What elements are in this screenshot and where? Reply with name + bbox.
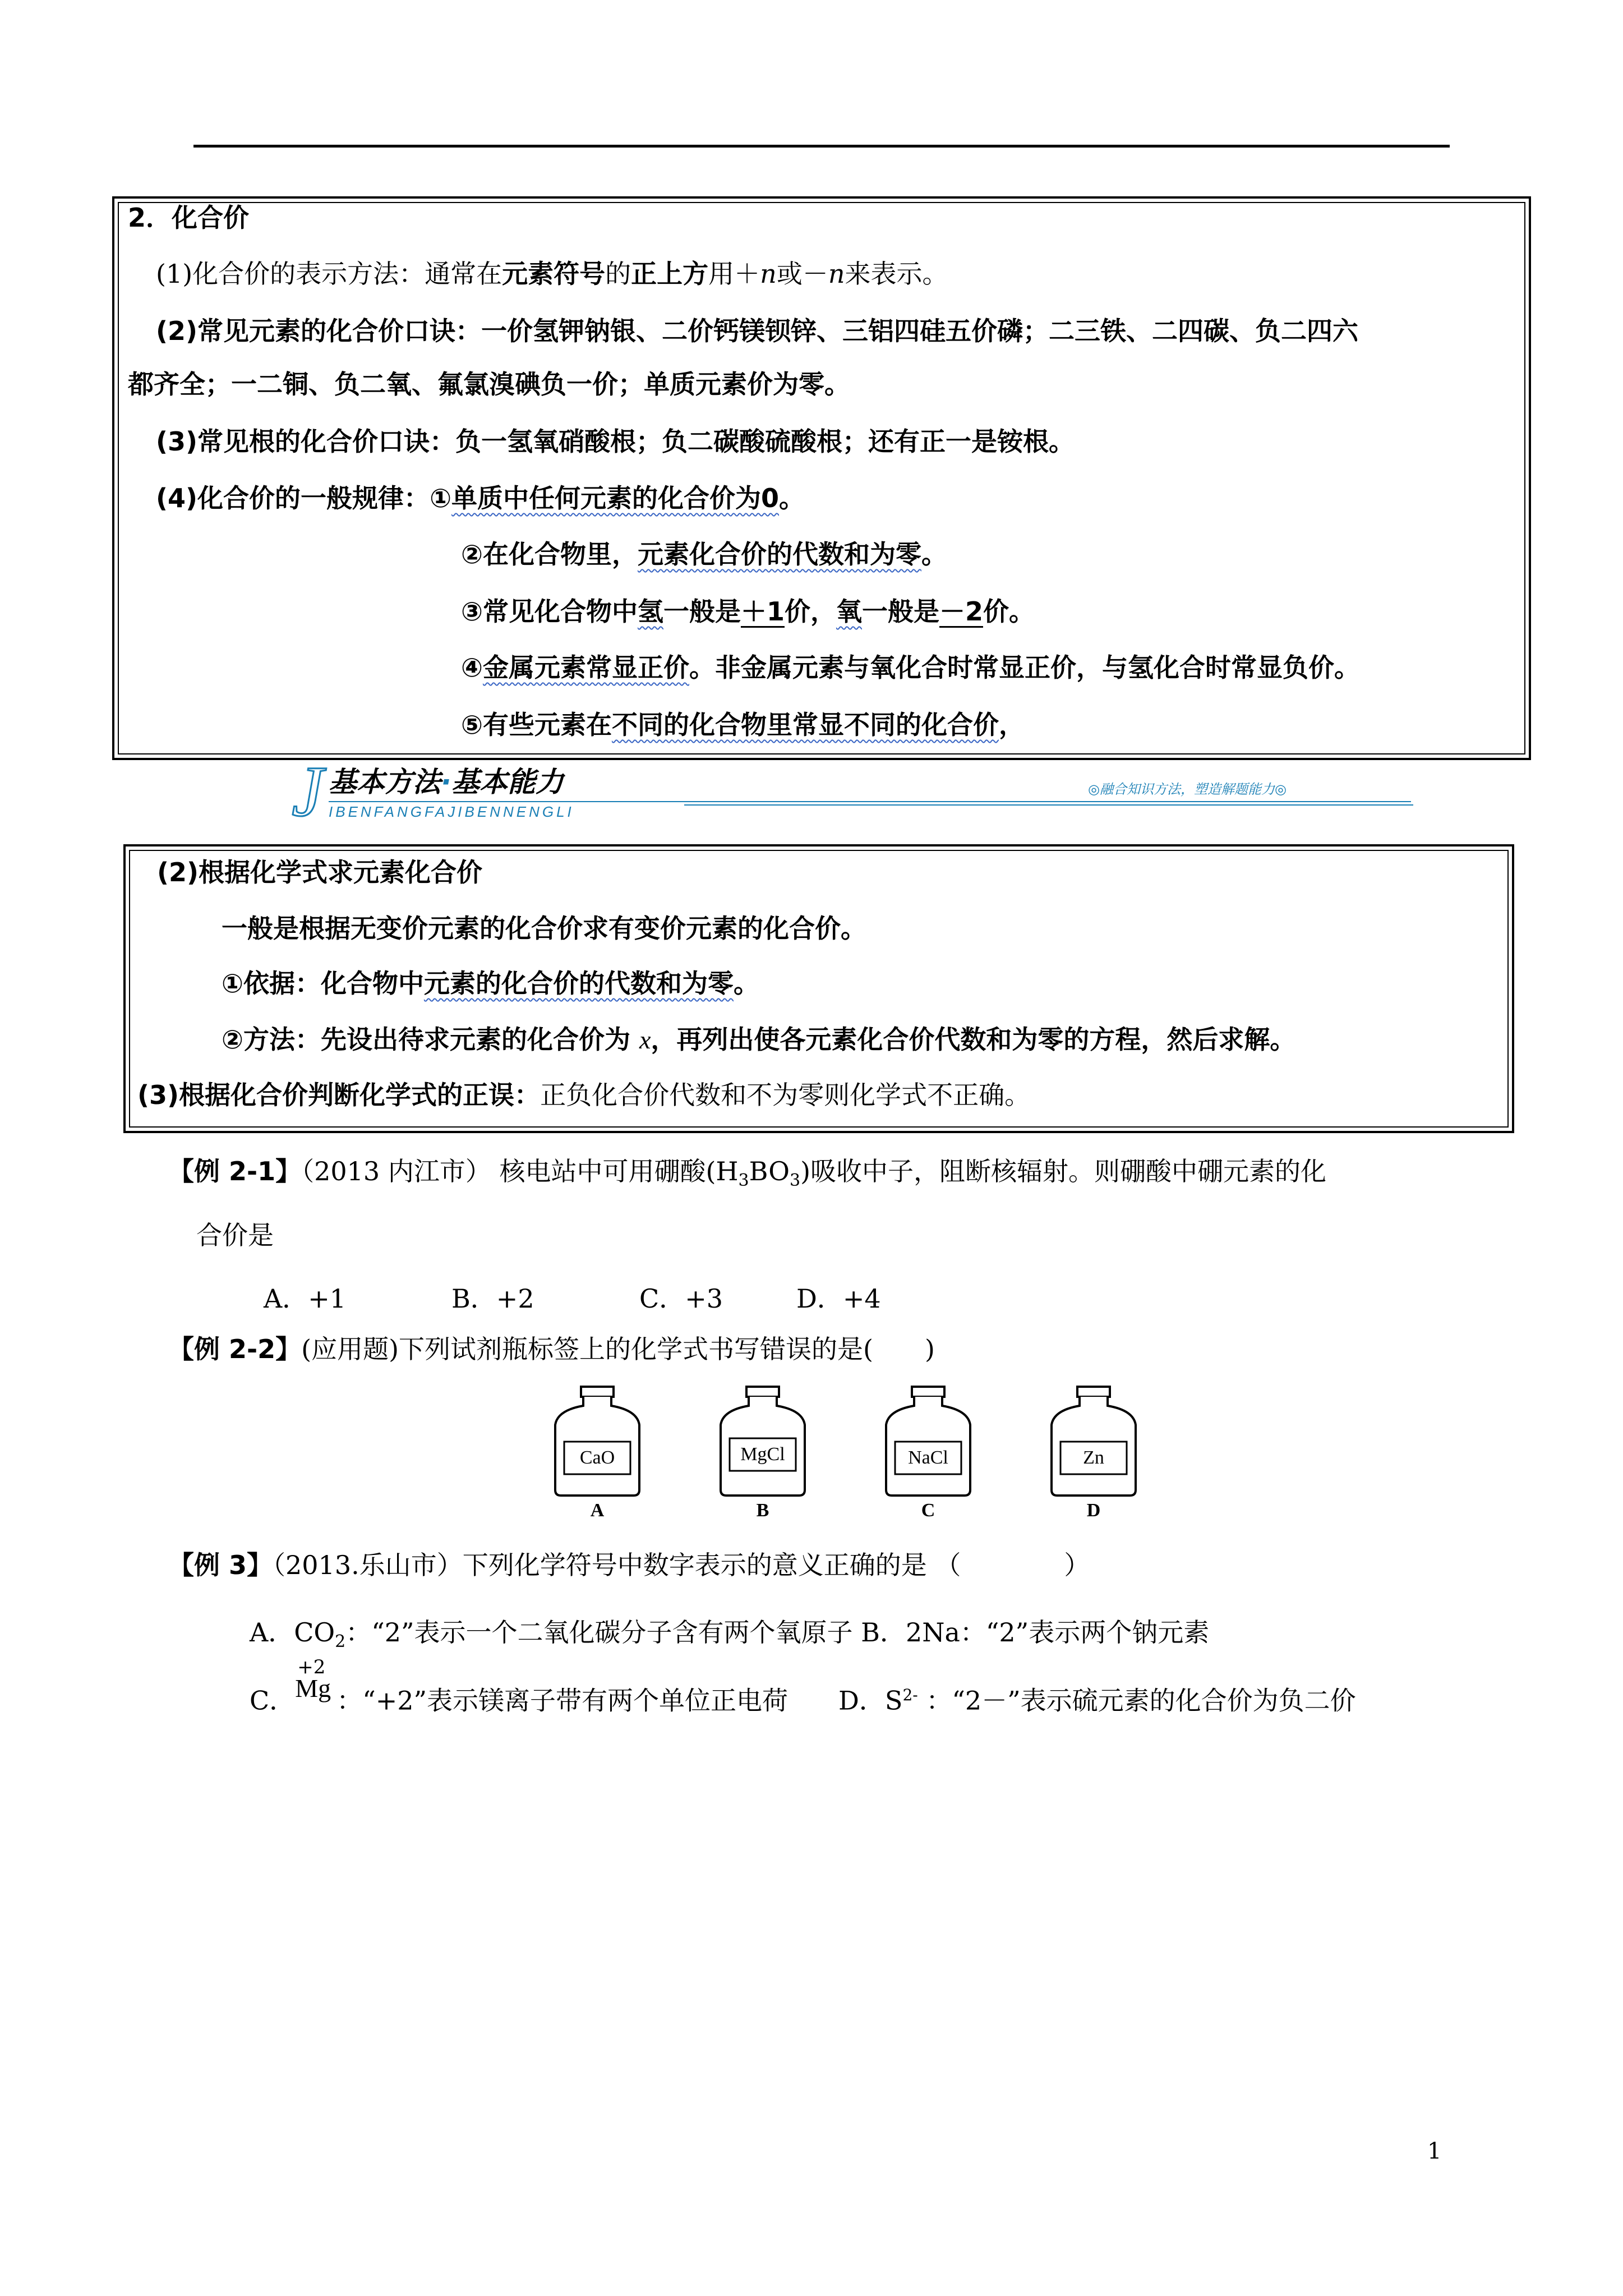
bottle-d-label: Zn xyxy=(1083,1447,1104,1468)
reagent-bottle-icon xyxy=(880,1386,976,1498)
valence-mnemonic-line1: (2)常见元素的化合价口诀：一价氢钾钠银、二价钙镁钡锌、三铝四硅五价磷；二三铁、二四碳、负二四六 xyxy=(156,316,1359,346)
example-3-question: 【例 3】（2013.乐山市）下列化学符号中数字表示的意义正确的是 （ ） xyxy=(168,1550,1090,1580)
page-number: 1 xyxy=(1427,2138,1442,2164)
example-2-1-option-c[interactable]: C．+3 xyxy=(639,1283,723,1314)
banner-underline xyxy=(329,801,1411,802)
bottle-d-letter: D xyxy=(1086,1500,1101,1521)
example-2-1-option-b[interactable]: B．+2 xyxy=(451,1283,534,1314)
radical-mnemonic: (3)常见根的化合价口诀：负一氢氧硝酸根；负二碳酸硫酸根；还有正一是铵根。 xyxy=(156,426,1075,457)
method-basis: ①依据：化合物中元素的化合价的代数和为零。 xyxy=(222,968,759,999)
valence-rule-5: ⑤有些元素在不同的化合物里常显不同的化合价， xyxy=(461,710,1025,740)
banner-title: 基本方法·基本能力 xyxy=(329,766,564,798)
example-2-1-option-a[interactable]: A．+1 xyxy=(264,1283,347,1314)
bottle-c[interactable] xyxy=(880,1386,976,1526)
bottle-c-label: NaCl xyxy=(908,1447,948,1468)
bottle-a[interactable] xyxy=(550,1386,645,1526)
valence-rule-4: ④金属元素常显正价。非金属元素与氧化合时常显正价，与氢化合时常显负价。 xyxy=(461,652,1360,683)
valence-title: 2．化合价 xyxy=(128,203,250,233)
example-3-options-ab[interactable]: A．$CO_2$：“2”表示一个二氧化碳分子含有两个氧原子 B．2Na：“2”表示两个钠元素 xyxy=(250,1617,1210,1652)
bottle-d[interactable] xyxy=(1046,1386,1141,1526)
method-intro: 一般是根据无变价元素的化合价求有变价元素的化合价。 xyxy=(222,913,866,944)
bottle-b[interactable] xyxy=(715,1386,810,1526)
banner-underline-2 xyxy=(684,804,1413,806)
bottle-a-label: CaO xyxy=(579,1447,615,1468)
banner-letter-logo: J xyxy=(292,752,324,831)
valence-rule-3: ③常见化合物中氢一般是＋1价，氧一般是－2价。 xyxy=(461,596,1035,627)
method-procedure: ②方法：先设出待求元素的化合价为 x，再列出使各元素化合价代数和为零的方程，然后求解。 xyxy=(222,1024,1296,1055)
method-heading: (2)根据化学式求元素化合价 xyxy=(157,857,483,887)
valence-rule-1: (1)化合价的表示方法：通常在元素符号的正上方用＋n或－n来表示。 xyxy=(156,259,948,289)
bottle-a-letter: A xyxy=(590,1500,605,1521)
valence-mnemonic-line2: 都齐全；一二铜、负二氧、氟氯溴碘负一价；单质元素价为零。 xyxy=(128,369,850,399)
header-rule xyxy=(193,145,1450,148)
section-banner xyxy=(292,752,1413,831)
bottle-b-letter: B xyxy=(756,1500,769,1521)
valence-rule-2: ②在化合物里，元素化合价的代数和为零。 xyxy=(461,539,947,569)
banner-pinyin: IBENFANGFAJIBENNENGLI xyxy=(329,803,574,820)
valence-rules-lead: (4)化合价的一般规律：①单质中任何元素的化合价为0。 xyxy=(156,483,805,513)
example-2-1-question: 【例 2-1】（2013 内江市） 核电站中可用硼酸$(H_3BO_3)$吸收中子，阻断核辐射。则硼酸中硼元素的化 xyxy=(168,1156,1327,1191)
method-judge: (3)根据化合价判断化学式的正误：正负化合价代数和不为零则化学式不正确。 xyxy=(137,1080,1031,1110)
reagent-bottle-icon xyxy=(715,1386,810,1498)
bottle-c-letter: C xyxy=(921,1500,935,1521)
reagent-bottle-icon xyxy=(550,1386,645,1498)
banner-slogan: ◎融合知识方法，塑造解题能力◎ xyxy=(1088,781,1287,797)
example-2-2-question: 【例 2-2】(应用题)下列试剂瓶标签上的化学式书写错误的是( ) xyxy=(168,1334,935,1364)
example-2-1-question-line2: 合价是 xyxy=(196,1220,274,1250)
example-2-1-option-d[interactable]: D．+4 xyxy=(796,1283,881,1314)
example-3-options-cd[interactable]: C． +2 Mg ：“+2”表示镁离子带有两个单位正电荷 D．$S^{2-}$ ：“2－”表示硫元素的化合价为负二价 xyxy=(250,1656,1356,1716)
reagent-bottle-icon xyxy=(1046,1386,1141,1498)
bottle-b-label: MgCl xyxy=(740,1444,785,1465)
